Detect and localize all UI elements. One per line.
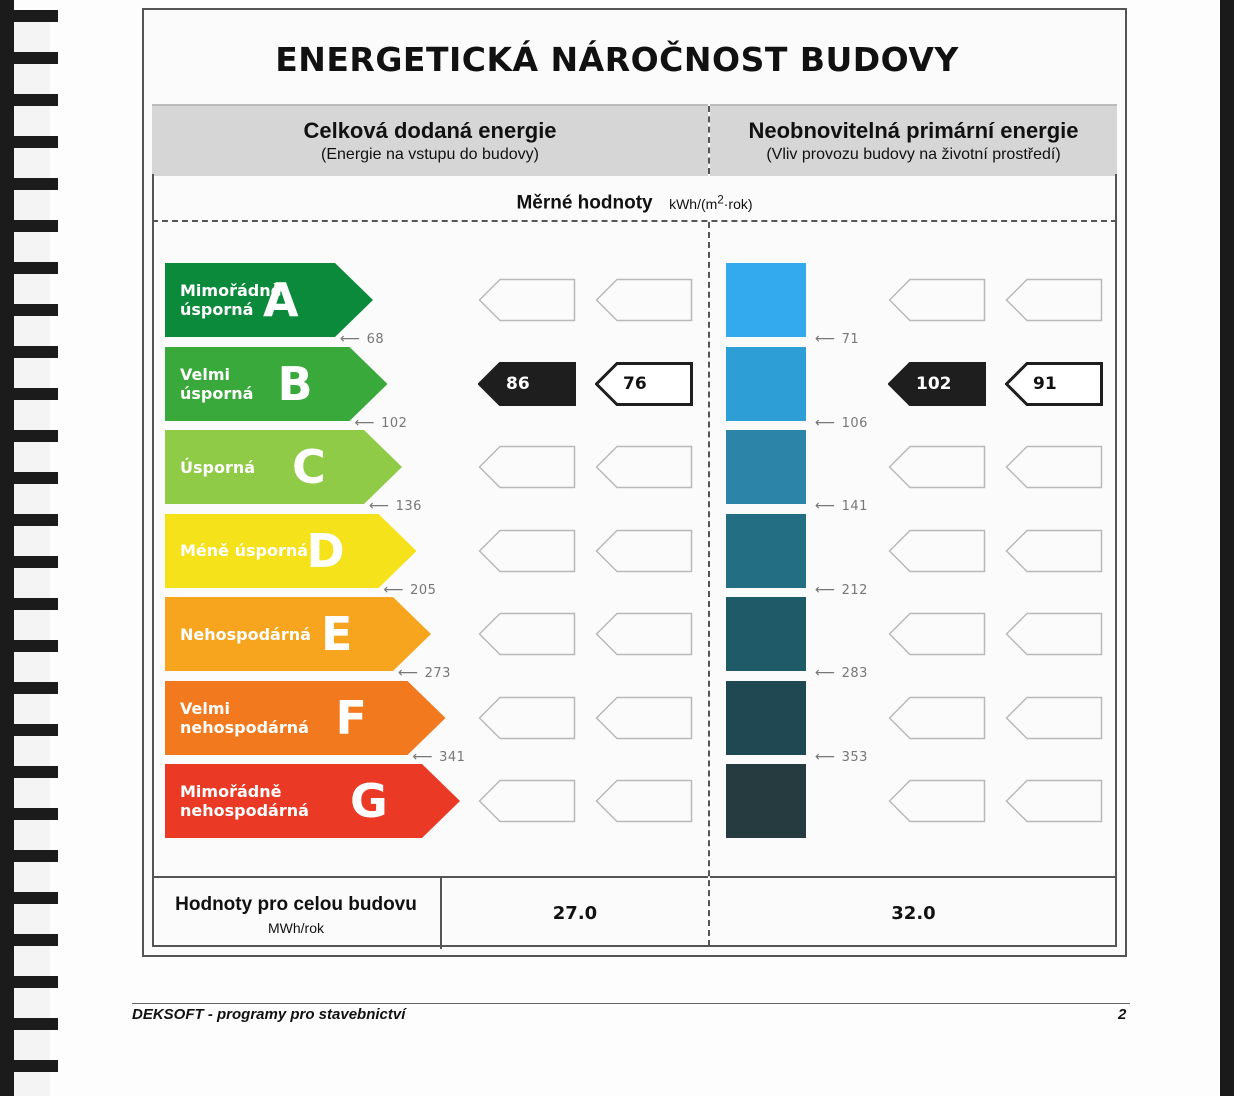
building-summary-label-cell — [152, 876, 442, 949]
binding-gap — [14, 652, 50, 682]
value-arrow-shape — [597, 447, 692, 488]
left-header-subtitle: (Energie na vstupu do budovy) — [321, 146, 539, 163]
left-reference-arrow-b — [595, 362, 693, 406]
binding-ring — [14, 1018, 58, 1030]
threshold-right: ⟵ 71 — [815, 331, 860, 347]
building-right-value: 32.0 — [891, 903, 936, 924]
right-actual-arrow-a — [888, 278, 986, 322]
binding-gap — [14, 442, 50, 472]
left-arrow-icon: ⟵ — [815, 748, 836, 765]
left-reference-arrow-a — [595, 278, 693, 322]
threshold-left: ⟵ 102 — [354, 414, 408, 431]
center-divider — [708, 222, 710, 946]
binding-gap — [14, 736, 50, 766]
class-letter: C — [292, 440, 326, 494]
class-arrow-a — [165, 263, 373, 337]
binding-ring — [14, 976, 58, 988]
value-arrow-shape — [597, 697, 692, 738]
binding-gap — [14, 274, 50, 304]
measure-label: Měrné hodnoty — [516, 192, 653, 214]
footer-page-number: 2 — [1118, 1006, 1127, 1023]
left-arrow-icon: ⟵ — [354, 414, 376, 431]
binding-gap — [14, 1030, 50, 1060]
right-reference-arrow-e — [1005, 612, 1103, 656]
binding-ring — [14, 136, 58, 148]
class-name: Úsporná — [180, 457, 256, 477]
value-arrow-shape — [1007, 697, 1102, 738]
left-header-title: Celková dodaná energie — [303, 118, 557, 143]
left-actual-arrow-d — [478, 529, 576, 573]
building-right-value-cell — [710, 876, 1117, 949]
building-left-value-cell — [442, 876, 708, 949]
binding-ring — [14, 1060, 58, 1072]
class-name: Méně úsporná — [180, 541, 309, 560]
page-edge — [1220, 0, 1234, 1096]
left-actual-arrow-e — [478, 612, 576, 656]
left-arrow-icon: ⟵ — [815, 498, 836, 514]
binding-gap — [14, 358, 50, 388]
left-arrow-icon: ⟵ — [815, 414, 836, 431]
left-arrow-icon: ⟵ — [398, 665, 419, 681]
value-arrow-shape — [597, 530, 692, 571]
binding-gap — [14, 1072, 50, 1096]
measure-divider — [152, 220, 1117, 222]
building-left-value: 27.0 — [552, 903, 598, 924]
binding-gap — [14, 694, 50, 724]
binding-ring — [14, 598, 58, 610]
binding-ring — [14, 94, 58, 106]
right-reference-arrow-d — [1005, 529, 1103, 573]
right-header-subtitle: (Vliv provozu budovy na životní prostředí) — [766, 146, 1061, 163]
binding-gap — [14, 484, 50, 514]
measure-unit: kWh/$(m^2\cdot rok)$ — [669, 193, 753, 212]
value-arrow-shape — [480, 781, 575, 822]
value-arrow-shape — [1007, 447, 1102, 488]
binding-gap — [14, 946, 50, 976]
left-reference-arrow-g — [595, 779, 693, 823]
right-column-header — [710, 104, 1117, 176]
value-arrow-shape — [890, 781, 985, 822]
binding-gap — [14, 778, 50, 808]
threshold-left: ⟵ 136 — [369, 498, 422, 514]
right-reference-arrow-c — [1005, 445, 1103, 489]
value-arrow-shape — [1007, 530, 1102, 571]
value-arrow-shape — [480, 530, 575, 571]
left-column-header — [152, 104, 708, 176]
class-letter: E — [321, 607, 353, 661]
binding-gap — [14, 568, 50, 598]
left-actual-arrow-b — [478, 362, 576, 406]
value-arrow-shape — [597, 781, 692, 822]
binding-ring — [14, 850, 58, 862]
spiral-binding — [0, 0, 62, 1096]
binding-ring — [14, 724, 58, 736]
primary-energy-scale-segment — [726, 597, 806, 671]
class-arrow-g — [165, 764, 460, 838]
binding-ring — [14, 892, 58, 904]
footer-rule — [132, 1003, 1130, 1004]
right-actual-arrow-b — [888, 362, 986, 406]
right-reference-arrow-f — [1005, 696, 1103, 740]
left-arrow-icon: ⟵ — [815, 581, 836, 598]
right-actual-arrow-e — [888, 612, 986, 656]
threshold-left: ⟵ 68 — [340, 331, 385, 347]
class-arrow-e — [165, 597, 431, 671]
binding-ring — [14, 682, 58, 694]
class-arrow-f — [165, 681, 446, 755]
class-arrow-d — [165, 514, 417, 588]
left-arrow-icon: ⟵ — [340, 331, 361, 347]
binding-gap — [14, 232, 50, 262]
right-actual-arrow-d — [888, 529, 986, 573]
binding-gap — [14, 316, 50, 346]
threshold-right: ⟵ 141 — [815, 498, 868, 514]
threshold-left: ⟵ 205 — [383, 581, 437, 598]
left-arrow-icon: ⟵ — [815, 331, 836, 347]
class-name: Mimořádně nehospodárná — [180, 782, 309, 820]
class-name: Mimořádně úsporná — [180, 281, 282, 319]
class-arrow-b — [165, 347, 388, 421]
binding-ring — [14, 934, 58, 946]
left-actual-arrow-f — [478, 696, 576, 740]
class-letter: A — [263, 273, 299, 327]
right-actual-value: 102 — [916, 373, 952, 394]
threshold-right: ⟵ 212 — [815, 581, 868, 598]
binding-ring — [14, 220, 58, 232]
binding-ring — [14, 262, 58, 274]
right-reference-value: 91 — [1033, 373, 1057, 394]
primary-energy-scale-segment — [726, 430, 806, 504]
left-arrow-icon: ⟵ — [412, 748, 434, 765]
binding-gap — [14, 610, 50, 640]
binding-ring — [14, 10, 58, 22]
class-arrow-c — [165, 430, 402, 504]
class-letter: B — [277, 356, 313, 411]
primary-energy-scale-segment — [726, 347, 806, 421]
primary-energy-scale-segment — [726, 514, 806, 588]
class-letter: G — [350, 774, 388, 828]
primary-energy-scale-segment — [726, 681, 806, 755]
page-title: ENERGETICKÁ NÁROČNOST BUDOVY — [275, 40, 959, 79]
binding-gap — [14, 820, 50, 850]
class-letter: F — [335, 690, 367, 745]
binding-gap — [14, 106, 50, 136]
binding-ring — [14, 430, 58, 442]
primary-energy-scale-segment — [726, 764, 806, 838]
binding-ring — [14, 808, 58, 820]
primary-energy-scale-segment — [726, 263, 806, 337]
binding-ring — [14, 640, 58, 652]
left-reference-arrow-c — [595, 445, 693, 489]
class-letter: D — [306, 523, 345, 578]
value-arrow-shape — [480, 280, 575, 321]
value-arrow-shape — [597, 280, 692, 321]
measure-row — [152, 176, 1117, 220]
building-summary-label: Hodnoty pro celou budovu — [175, 894, 417, 915]
left-actual-value: 86 — [506, 373, 530, 394]
left-reference-arrow-e — [595, 612, 693, 656]
binding-ring — [14, 514, 58, 526]
binding-gap — [14, 190, 50, 220]
value-arrow-shape — [890, 697, 985, 738]
right-reference-arrow-b — [1005, 362, 1103, 406]
value-arrow-shape — [597, 614, 692, 655]
threshold-left: ⟵ 273 — [398, 665, 451, 681]
binding-gap — [14, 400, 50, 430]
right-actual-arrow-f — [888, 696, 986, 740]
class-name: Velmi nehospodárná — [180, 698, 309, 737]
class-name: Nehospodárná — [180, 624, 311, 644]
left-reference-value: 76 — [623, 373, 647, 394]
left-actual-arrow-g — [478, 779, 576, 823]
threshold-right: ⟵ 353 — [815, 748, 868, 765]
binding-ring — [14, 304, 58, 316]
building-summary-unit: MWh/rok — [268, 920, 324, 936]
binding-gap — [14, 526, 50, 556]
class-name: Velmi úsporná — [180, 364, 254, 403]
value-arrow-shape — [480, 447, 575, 488]
binding-ring — [14, 766, 58, 778]
left-reference-arrow-d — [595, 529, 693, 573]
value-arrow-shape — [1007, 280, 1102, 321]
left-arrow-icon: ⟵ — [369, 498, 390, 514]
binding-ring — [14, 472, 58, 484]
binding-gap — [14, 904, 50, 934]
value-arrow-shape — [1007, 781, 1102, 822]
right-actual-arrow-c — [888, 445, 986, 489]
footer-company: DEKSOFT - programy pro stavebnictví — [132, 1006, 406, 1023]
value-arrow-shape — [890, 447, 985, 488]
right-header-title: Neobnovitelná primární energie — [748, 118, 1079, 143]
right-actual-arrow-g — [888, 779, 986, 823]
value-arrow-shape — [890, 614, 985, 655]
left-actual-arrow-c — [478, 445, 576, 489]
right-reference-arrow-g — [1005, 779, 1103, 823]
left-arrow-icon: ⟵ — [383, 581, 405, 598]
binding-ring — [14, 556, 58, 568]
value-arrow-shape — [480, 614, 575, 655]
binding-gap — [14, 862, 50, 892]
threshold-right: ⟵ 283 — [815, 665, 868, 681]
value-arrow-shape — [480, 697, 575, 738]
binding-gap — [14, 988, 50, 1018]
value-arrow-shape — [890, 530, 985, 571]
binding-ring — [14, 388, 58, 400]
binding-ring — [14, 346, 58, 358]
binding-gap — [14, 148, 50, 178]
right-reference-arrow-a — [1005, 278, 1103, 322]
left-arrow-icon: ⟵ — [815, 665, 836, 681]
threshold-left: ⟵ 341 — [412, 748, 466, 765]
threshold-right: ⟵ 106 — [815, 414, 868, 431]
left-reference-arrow-f — [595, 696, 693, 740]
value-arrow-shape — [890, 280, 985, 321]
binding-ring — [14, 178, 58, 190]
value-arrow-shape — [1007, 614, 1102, 655]
left-actual-arrow-a — [478, 278, 576, 322]
header-divider — [708, 106, 710, 174]
